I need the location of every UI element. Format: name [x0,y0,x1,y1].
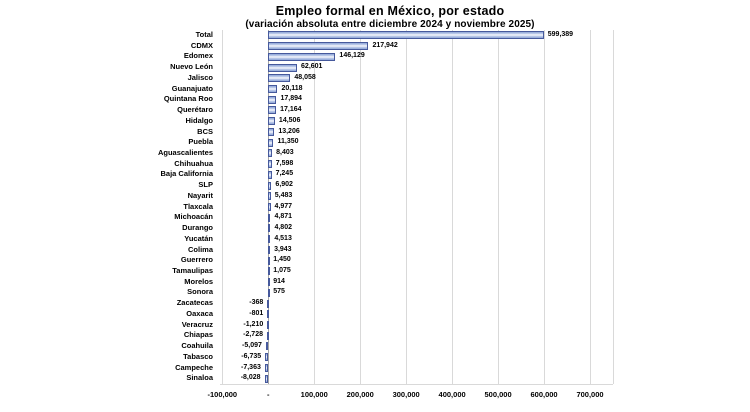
bar [268,53,335,61]
value-label: -6,735 [241,352,262,360]
bar [268,289,270,297]
bar [268,139,273,147]
category-label: Tabasco [183,351,213,361]
category-label: Oaxaca [186,308,213,318]
category-label: Puebla [188,137,213,147]
bar [268,257,270,265]
value-label: 17,164 [280,106,302,114]
category-label: Jalisco [187,72,213,82]
category-label: Querétaro [177,105,213,115]
bar [265,375,269,383]
bar [268,74,290,82]
bar [268,278,270,286]
value-label: 575 [273,288,285,296]
value-label: 13,206 [278,127,300,135]
bar [268,182,271,190]
value-label: 1,075 [273,267,291,274]
gridline [544,30,545,384]
x-tick-label: 400,000 [438,390,466,399]
category-label: Tamaulipas [172,266,213,275]
value-label: 20,118 [281,84,303,92]
value-label: 11,350 [277,138,299,146]
bar [268,31,544,39]
category-label: Total [195,30,213,39]
value-label: 4,977 [274,202,293,210]
plot-right-border [613,30,614,384]
category-label: Guanajuato [171,83,213,93]
category-label: Colima [187,244,213,254]
bar [268,203,270,211]
bar [268,128,274,136]
value-label: -1,210 [243,320,264,328]
category-label: Coahuila [181,341,213,351]
category-label: Michoacán [174,212,213,222]
category-label: Morelos [184,276,213,286]
bar [267,332,269,340]
bar [265,364,268,372]
bar [268,42,368,50]
category-label: SLP [198,180,213,190]
x-tick-label: 600,000 [530,390,558,399]
value-label: 914 [273,277,285,285]
bar [268,160,271,168]
value-label: 7,598 [275,159,294,167]
bar [268,117,275,125]
value-label: -801 [249,309,264,317]
x-tick-label: - [267,390,270,399]
bar [267,310,269,318]
category-label: Campeche [175,362,213,372]
gridline [360,30,361,384]
gridline [498,30,499,384]
bar [268,192,271,200]
value-label: 4,513 [274,234,292,242]
value-label: -368 [249,299,264,307]
gridline [452,30,453,384]
category-label: Sinaloa [186,373,213,383]
chart-subtitle: (variación absoluta entre diciembre 2024 y noviembre 2025) [245,19,535,30]
category-label: Yucatán [184,233,213,243]
value-label: -5,097 [242,342,262,350]
bar [268,85,277,93]
category-label: Chihuahua [174,158,213,168]
gridline [590,30,591,384]
value-label: 7,245 [275,170,294,178]
value-label: 217,942 [372,41,398,49]
bar [268,235,270,243]
value-label: 8,403 [276,149,294,156]
category-label: BCS [197,126,213,136]
category-label: Quintana Roo [163,94,213,104]
value-label: 62,601 [301,63,323,71]
category-label: Baja California [160,169,213,179]
value-label: 1,450 [273,256,291,264]
value-label: 5,483 [274,191,293,199]
chart-title: Empleo formal en México, por estado [275,4,505,18]
value-label: 599,389 [547,31,574,38]
category-label: Nayarit [187,190,213,200]
category-label: CDMX [190,40,213,50]
bar [268,267,270,275]
category-label: Veracruz [181,319,213,329]
x-tick-label: -100,000 [207,390,238,399]
gridline [406,30,407,384]
x-tick-label: 200,000 [346,390,374,399]
category-label: Edomex [183,51,213,61]
value-label: 4,871 [274,213,293,221]
category-label: Nuevo León [170,62,213,72]
value-label: 17,894 [280,95,302,103]
bar [265,353,268,361]
value-label: 14,506 [278,116,301,124]
value-label: -8,028 [240,374,261,382]
bar [268,96,276,104]
bar [268,214,270,222]
category-label: Guerrero [180,255,213,265]
bar [268,64,297,72]
x-axis-line [220,384,613,385]
value-label: 3,943 [274,245,292,253]
x-tick-label: 100,000 [300,390,328,399]
category-label: Hidalgo [185,115,213,125]
category-label: Durango [182,223,213,233]
category-label: Chiapas [183,330,213,340]
value-label: -7,363 [241,363,261,371]
category-label: Sonora [187,287,213,297]
category-label: Zacatecas [176,298,213,308]
bar [267,321,269,329]
bar [268,149,272,157]
x-tick-label: 500,000 [484,390,512,399]
value-label: 6,902 [275,181,293,189]
x-tick-label: 300,000 [392,390,420,399]
bar [268,224,270,232]
value-label: 4,802 [274,224,292,232]
gridline [222,30,223,384]
category-label: Tlaxcala [183,201,213,211]
bar [268,106,276,114]
bar [268,171,271,179]
value-label: -2,728 [243,331,263,339]
bar [266,342,268,350]
value-label: 48,058 [294,73,316,81]
x-tick-label: 700,000 [576,390,604,399]
bar [268,246,270,254]
category-label: Aguascalientes [157,148,213,157]
value-label: 146,129 [339,52,365,60]
bar [267,300,269,308]
